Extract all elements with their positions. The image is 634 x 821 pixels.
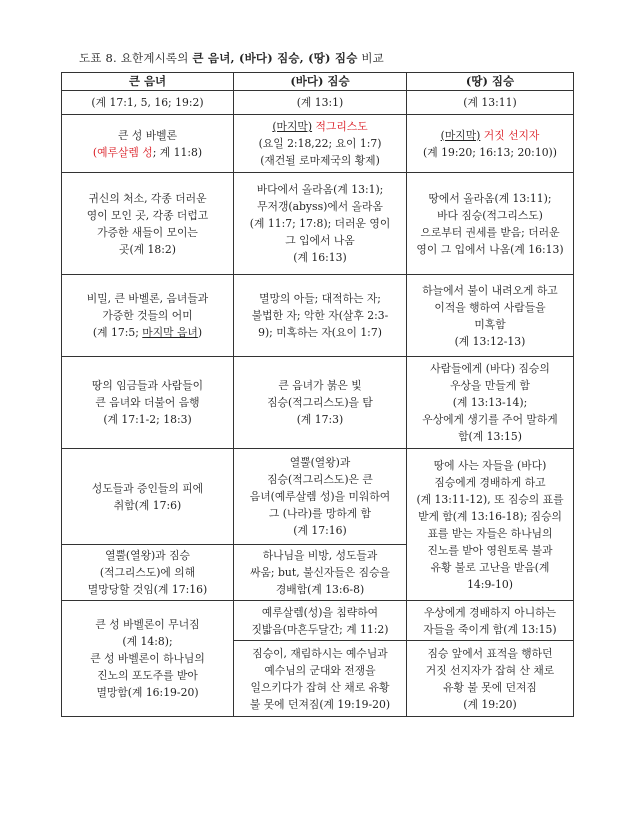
cell-line: (계 13:12-13) bbox=[454, 334, 526, 348]
identity-cell bbox=[407, 115, 574, 173]
caption-suffix: 비교 bbox=[357, 51, 384, 65]
cell-line: ) bbox=[197, 326, 203, 339]
cell-line: 으로부터 권세를 받음; 더러운 bbox=[420, 225, 560, 239]
ref-cell: (계 13:11) bbox=[407, 91, 574, 115]
cell-line: 이적을 행하여 사람들을 bbox=[434, 300, 546, 314]
cell-line: 진노를 받아 영원토록 불과 bbox=[427, 543, 553, 557]
cell-line: (계 17:3) bbox=[296, 413, 344, 426]
cell-line: 멸망당할 것임(계 17:16) bbox=[87, 583, 208, 596]
cell-line: 땅의 임금들과 사람들이 bbox=[91, 379, 204, 392]
caption-prefix: 도표 8. 요한계시록의 bbox=[79, 51, 193, 65]
table-cell bbox=[234, 601, 407, 641]
reference-row bbox=[62, 91, 574, 115]
table-cell bbox=[62, 545, 234, 601]
cell-line: 귀신의 처소, 각종 더러운 bbox=[88, 191, 207, 205]
cell-line: (적그리스도)에 의해 bbox=[99, 566, 196, 579]
identity-row bbox=[62, 115, 574, 173]
cell-line: 사람들에게 (바다) 짐승의 bbox=[430, 362, 550, 375]
table-cell bbox=[62, 601, 234, 717]
cell-line: (요일 2:18,22; 요이 1:7) bbox=[258, 137, 382, 150]
cell-line: 큰 성 바벨론이 무너짐 bbox=[95, 618, 200, 631]
cell-line: 불 못에 던져짐(계 19:19-20) bbox=[249, 697, 391, 711]
cell-line: (계 11:7; 17:8); 더러운 영이 bbox=[249, 217, 391, 230]
table-row bbox=[62, 275, 574, 357]
table-cell bbox=[62, 173, 234, 275]
ref-cell: (계 17:1, 5, 16; 19:2) bbox=[62, 91, 234, 115]
cell-line: (계 17:5; bbox=[92, 326, 143, 339]
cell-line: (계 13:11-12), 또 짐승의 표를 bbox=[416, 492, 564, 506]
table-cell bbox=[62, 357, 234, 449]
cell-line: 불법한 자; 악한 자(살후 2:3- bbox=[251, 309, 389, 322]
cell-line: 곳(계 18:2) bbox=[119, 242, 176, 256]
cell-line: (계 17:16) bbox=[293, 524, 347, 537]
table-cell bbox=[407, 601, 574, 641]
cell-line: 멸망의 아들; 대적하는 자; bbox=[259, 292, 381, 305]
header-land-beast: (땅) 짐승 bbox=[407, 73, 574, 91]
cell-line: 9); 미혹하는 자(요이 1:7) bbox=[258, 326, 382, 339]
header-sea-beast: (바다) 짐승 bbox=[234, 73, 407, 91]
cell-line: (계 14:8); bbox=[122, 635, 173, 648]
cell-line: (계 19:20; 16:13; 20:10)) bbox=[423, 145, 557, 159]
table-cell bbox=[407, 275, 574, 357]
cell-line: 영이 그 입에서 나옴(계 16:13) bbox=[416, 242, 564, 256]
cell-line: 취함(계 17:6) bbox=[113, 498, 182, 512]
underlined-text: (마지막) bbox=[440, 128, 481, 142]
cell-line: 멸망함(계 16:19-20) bbox=[96, 686, 199, 699]
cell-line: (재건될 로마제국의 황제) bbox=[260, 154, 380, 167]
table-cell bbox=[234, 449, 407, 545]
cell-line: 짐승(적그리스도)은 큰 bbox=[267, 473, 373, 486]
cell-line: 예수님의 군대와 전쟁을 bbox=[264, 663, 376, 677]
cell-line: 무저갱(abyss)에서 올라옴 bbox=[257, 200, 383, 213]
red-text: (예루살렘 성 bbox=[92, 145, 153, 159]
comparison-table bbox=[61, 72, 574, 717]
cell-line: 바다 짐승(적그리스도) bbox=[437, 208, 543, 222]
red-text: 적그리스도 bbox=[312, 120, 368, 133]
cell-line: 일으키다가 잡혀 산 채로 유황 bbox=[250, 680, 390, 694]
ref-cell: (계 13:1) bbox=[234, 91, 407, 115]
cell-line: 함(계 13:15) bbox=[458, 430, 522, 443]
cell-line: 예루살렘(성)을 침략하여 bbox=[261, 605, 379, 619]
cell-line: 가증한 새들이 모이는 bbox=[97, 225, 198, 239]
cell-line: 우상에게 경배하지 아니하는 bbox=[423, 605, 557, 619]
table-cell bbox=[407, 173, 574, 275]
red-text: 거짓 선지자 bbox=[480, 128, 540, 142]
cell-line: 열뿔(열왕)과 짐승 bbox=[105, 549, 190, 562]
table-cell bbox=[234, 641, 407, 717]
cell-line: 유황 불 못에 던져짐 bbox=[443, 680, 537, 694]
cell-line: 그 (나라)를 망하게 함 bbox=[268, 507, 372, 520]
cell-line: 비밀, 큰 바벨론, 음녀들과 bbox=[86, 292, 209, 305]
cell-line: 큰 음녀가 붉은 빛 bbox=[278, 379, 362, 392]
cell-line: 우상을 만들게 함 bbox=[450, 379, 530, 392]
cell-line: 14:9-10) bbox=[467, 577, 513, 591]
cell-line: 우상에게 생기를 주어 말하게 bbox=[422, 413, 558, 426]
table-cell bbox=[234, 173, 407, 275]
cell-line: 땅에서 올라옴(계 13:11); bbox=[428, 191, 552, 205]
cell-line: 짐승 앞에서 표적을 행하던 bbox=[427, 646, 553, 660]
cell-line: 바다에서 올라옴(계 13:1); bbox=[256, 183, 384, 196]
table-cell bbox=[407, 357, 574, 449]
cell-line: 음녀(예루살렘 성)을 미워하여 bbox=[249, 490, 391, 503]
cell-line: 영이 모인 곳, 각종 더럽고 bbox=[86, 208, 209, 222]
cell-line: 짐승(적그리스도)을 탐 bbox=[267, 396, 373, 409]
table-row bbox=[62, 601, 574, 641]
cell-line: 열뿔(열왕)과 bbox=[289, 456, 351, 469]
cell-line: 하나님을 비방, 성도들과 bbox=[262, 549, 378, 562]
table-cell bbox=[62, 449, 234, 545]
cell-line: 유황 불로 고난을 받음(계 bbox=[430, 560, 550, 574]
cell-line: (계 16:13) bbox=[293, 251, 347, 264]
cell-line: 큰 음녀와 더불어 음행 bbox=[95, 396, 200, 409]
cell-line: 성도들과 증인들의 피에 bbox=[91, 481, 204, 495]
identity-cell bbox=[62, 115, 234, 173]
header-row bbox=[62, 73, 574, 91]
table-row bbox=[62, 173, 574, 275]
table-cell bbox=[234, 275, 407, 357]
table-cell bbox=[407, 449, 574, 601]
cell-line: 미혹함 bbox=[474, 317, 506, 331]
cell-line: 경배함(계 13:6-8) bbox=[275, 583, 365, 596]
table-cell bbox=[234, 357, 407, 449]
cell-line: ; 계 11:8) bbox=[152, 145, 203, 159]
cell-line: 큰 성 바벨론이 하나님의 bbox=[90, 652, 205, 665]
cell-line: 짐승에게 경배하게 하고 bbox=[434, 475, 546, 489]
cell-line: (계 17:1-2; 18:3) bbox=[103, 413, 192, 426]
cell-line: 큰 성 바벨론 bbox=[117, 128, 177, 142]
identity-cell bbox=[234, 115, 407, 173]
table-row bbox=[62, 357, 574, 449]
table-cell bbox=[234, 545, 407, 601]
cell-line: (계 19:20) bbox=[463, 697, 517, 711]
cell-line: 하늘에서 불이 내려오게 하고 bbox=[422, 283, 558, 297]
table-cell bbox=[62, 275, 234, 357]
header-great-harlot: 큰 음녀 bbox=[62, 73, 234, 91]
cell-line: (계 13:13-14); bbox=[452, 396, 528, 409]
cell-line: 짓밟음(마흔두달간; 계 11:2) bbox=[251, 622, 389, 636]
caption-bold: 큰 음녀, (바다) 짐승, (땅) 짐승 bbox=[192, 51, 358, 65]
underlined-text: 마지막 음녀 bbox=[142, 326, 198, 339]
cell-line: 땅에 사는 자들을 (바다) bbox=[433, 458, 547, 472]
table-caption bbox=[79, 50, 384, 66]
table-row bbox=[62, 449, 574, 545]
cell-line: 자들을 죽이게 함(계 13:15) bbox=[423, 622, 557, 636]
cell-line: 짐승이, 재림하시는 예수님과 bbox=[252, 646, 388, 660]
cell-line: 그 입에서 나옴 bbox=[285, 234, 355, 247]
cell-line: 받게 함(계 13:16-18); 짐승의 bbox=[418, 509, 562, 523]
cell-line: 표를 받는 자들은 하나님의 bbox=[427, 526, 553, 540]
cell-line: 거짓 선지자가 잡혀 산 채로 bbox=[425, 663, 555, 677]
cell-line: 가증한 것들의 어미 bbox=[102, 309, 193, 322]
cell-line: 진노의 포도주를 받아 bbox=[97, 669, 198, 682]
underlined-text: (마지막) bbox=[272, 120, 313, 133]
table-cell bbox=[407, 641, 574, 717]
cell-line: 싸움; but, 불신자들은 짐승을 bbox=[250, 566, 390, 579]
